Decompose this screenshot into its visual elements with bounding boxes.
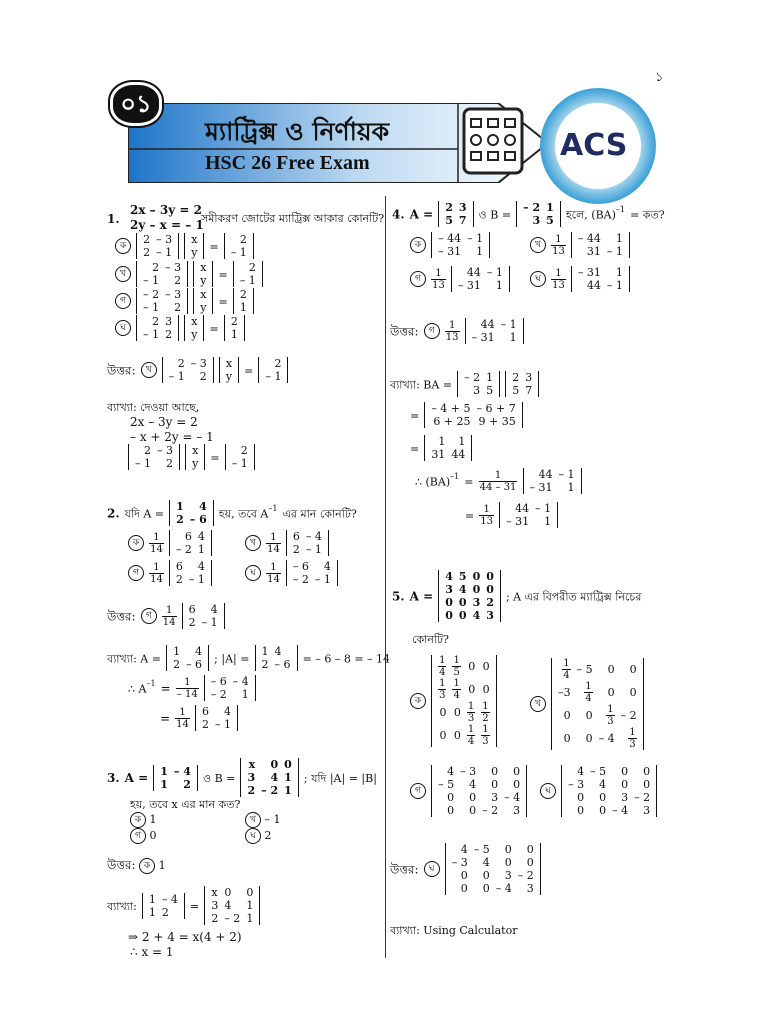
chapter-badge: ০১	[110, 82, 162, 126]
q5-option-d-label: ঘ	[540, 783, 556, 799]
q4-answer-option: গ	[424, 323, 440, 339]
q2-answer-option: গ	[141, 608, 157, 624]
q4-expl-ba: ব্যাখ্যা: BA = – 2 1 3 5 2 3 5 7	[390, 371, 539, 397]
q2-inverse-step: ∴ $A^{-1}$ = $\frac{1}{- 14}$ – 6 – 4 – 2 1	[128, 675, 256, 701]
column-divider	[385, 196, 386, 958]
q3-expl-label: ব্যাখ্যা:	[107, 900, 137, 913]
q1-answer-option: খ	[141, 362, 157, 378]
q5-text-c: কোনটি?	[412, 633, 449, 646]
q3-option-b[interactable]	[245, 812, 281, 828]
exam-subtitle: HSC 26 Free Exam	[205, 152, 370, 174]
q2-number: 2.	[107, 506, 120, 521]
q5-answer: উত্তর: ঘ 4 – 5 0 0 – 3 4 0 0 0 0 3 – 2 0 0 – 4 3	[390, 843, 541, 895]
q3-step1: ⇒ 2 + 4 = x(4 + 2)	[128, 930, 242, 944]
q5-option-a-label: ক	[410, 693, 426, 709]
q3-text-d: হয়, তবে x এর মান কত?	[130, 798, 241, 811]
q2-answer-label: উত্তর:	[107, 609, 136, 624]
q2-inverse-result: = $\frac{1}{14}$ 6 4 2 – 1	[160, 705, 238, 731]
q1-text: সমীকরণ জোটের ম্যাট্রিক্স আকার কোনটি?	[201, 212, 385, 225]
q2-question: 2. যদি A = 1 4 2 – 6 হয়, তবে $A^{-1}$ এর মান কোনটি?	[107, 500, 357, 526]
q4-expl-result: = 1 1 31 44	[410, 435, 472, 461]
acs-logo: ACS	[560, 128, 628, 163]
q1-option-c[interactable]: গ – 2 – 3 – 1 2 x y = 2 1	[115, 288, 254, 314]
q5-option-c-label: গ	[410, 783, 426, 799]
q3-option-d-label: ঘ	[245, 828, 261, 844]
q4-answer-label: উত্তর:	[390, 324, 419, 339]
q5-explanation: ব্যাখ্যা: Using Calculator	[390, 924, 518, 937]
q4-text-d: = কত?	[630, 208, 665, 222]
q1-answer-label: উত্তর:	[107, 363, 136, 378]
q2-answer: উত্তর: গ $\frac{1}{14}$ 6 4 2 – 1	[107, 603, 225, 629]
q4-text-a: A =	[409, 207, 434, 222]
q4-number: 4.	[392, 207, 405, 222]
q3-option-c-label: গ	[130, 828, 146, 844]
q1-option-d-label: ঘ	[115, 320, 131, 336]
q1-eq2: 2y – x = – 1	[130, 218, 204, 232]
q3-option-c[interactable]	[130, 828, 157, 844]
q3-option-d-value: 2	[264, 829, 272, 842]
q1-eq1: 2x – 3y = 2	[130, 203, 202, 217]
q5-option-b-label: খ	[530, 696, 546, 712]
q2-inv-sup: –1	[146, 679, 156, 689]
q5-option-c[interactable]: গ 4 – 3 0 0 – 5 4 0 0 0 0 3 – 4 0 0 – 2 3	[410, 765, 527, 817]
q4-expl-inverse: ∴ (BA)$^{-1}$ = $\frac{1}{44 - 31}$ 44 – 1 – 31 1	[415, 468, 582, 494]
q5-text-a: A =	[409, 589, 434, 604]
q2-text-b: হয়, তবে A	[218, 507, 269, 521]
q2-option-a[interactable]: ক $\frac{1}{14}$ 6 4 – 2 1	[128, 530, 212, 556]
q3-answer-label: উত্তর:	[107, 858, 136, 872]
q4-expl-label: ব্যাখ্যা: BA =	[390, 378, 453, 392]
q2-det-text: ; |A| =	[214, 652, 250, 666]
q4-inv-sup: –1	[450, 472, 460, 482]
q3-number: 3.	[107, 771, 120, 785]
q1-expl-line2: – x + 2y = – 1	[130, 430, 214, 444]
q5-answer-option: ঘ	[424, 861, 440, 877]
q4-den-text: 44 – 31	[479, 481, 517, 493]
q4-option-b-label: খ	[530, 237, 546, 253]
q4-sup: –1	[615, 205, 625, 215]
q3-step2: ∴ x = 1	[130, 945, 174, 959]
q3-text-b: ও B =	[203, 772, 236, 785]
q4-option-c-label: গ	[410, 271, 426, 287]
q3-explanation: ব্যাখ্যা: 1 – 4 1 2 = x 0 0 3 4 1 2 – 2 1	[107, 886, 260, 925]
q3-option-b-label: খ	[245, 812, 261, 828]
page-number: ১	[655, 70, 664, 85]
q4-text-b: ও B =	[478, 208, 512, 222]
q3-question: 3. A = 1 – 4 1 2 ও B = x 0 0 3 4 1 2 – 2 1 ; যদি |A| = |B|	[107, 758, 377, 797]
q4-question: 4. A = 2 3 5 7 ও B = – 2 1 3 5 হলে, (BA)$^{-1}$ = কত?	[392, 201, 665, 227]
q3-answer-option: ক	[139, 858, 155, 874]
q3-option-a[interactable]	[130, 812, 157, 828]
q2-inv-eq: =	[160, 681, 171, 696]
q4-option-d[interactable]: ঘ $\frac{1}{13}$ – 31 1 44 – 1	[530, 266, 630, 292]
grid-icon	[462, 107, 524, 175]
q5-question: 5. A = 4 5 0 0 3 4 0 0 0 0 3 2 0 0 4 3 ; A এর বিপরীত ম্যাট্রিক্স নিচের	[392, 570, 642, 622]
q1-option-a-label: ক	[115, 238, 131, 254]
q3-answer	[107, 857, 166, 877]
q4-option-c[interactable]: গ $\frac{1}{13}$ 44 – 1 – 31 1	[410, 266, 510, 292]
q2-det-result: = – 6 – 8 = – 14	[302, 652, 391, 666]
q2-sup: –1	[268, 504, 278, 514]
q5-text-b: ; A এর বিপরীত ম্যাট্রিক্স নিচের	[505, 590, 642, 604]
q4-expl-final: = $\frac{1}{13}$ 44 – 1 – 31 1	[465, 502, 558, 528]
q2-inv-label: ∴ A	[128, 682, 147, 696]
q5-number: 5.	[392, 589, 405, 604]
q2-text-c: এর মান কোনটি?	[282, 507, 357, 521]
q2-option-c[interactable]: গ $\frac{1}{14}$ 6 4 2 – 1	[128, 560, 212, 586]
q2-option-b-label: খ	[245, 535, 261, 551]
q1-explanation-label: ব্যাখ্যা: দেওয়া আছে,	[107, 401, 200, 414]
q2-text-a: যদি A =	[124, 507, 165, 521]
q3-option-d[interactable]	[245, 828, 272, 844]
q4-inv-label: ∴ (BA)	[415, 475, 451, 489]
q4-option-d-label: ঘ	[530, 271, 546, 287]
q3-text-c: ; যদি |A| = |B|	[303, 772, 377, 785]
q2-option-c-label: গ	[128, 565, 144, 581]
q2-explanation: ব্যাখ্যা: A = 1 4 2 – 6 ; |A| = 1 4 2 – 6 = – 6 – 8 = – 14	[107, 645, 391, 671]
q3-text-a: A =	[124, 771, 149, 785]
q2-expl-label: ব্যাখ্যা: A =	[107, 652, 161, 666]
q1-option-c-label: গ	[115, 293, 131, 309]
q1-answer: উত্তর: খ 2 – 3 – 1 2 x y = 2 – 1	[107, 357, 288, 383]
q5-option-b[interactable]: খ $\frac{1}{4}$ – 5 0 0 –3 $\frac{1}{4}$ 0 0 0 0 $\frac{1}{3}$ – 2 0 0 – 4 $\frac{1}{3}$	[530, 658, 644, 750]
q4-text-c: হলে, (BA)	[565, 208, 616, 222]
q2-option-d[interactable]: ঘ $\frac{1}{14}$ – 6 4 – 2 – 1	[245, 560, 338, 586]
q1-option-a[interactable]: ক 2 – 3 2 – 1 x y = 2 – 1	[115, 233, 254, 259]
q5-answer-label: উত্তর:	[390, 862, 419, 877]
q3-option-a-label: ক	[130, 812, 146, 828]
q2-result-eq: =	[160, 711, 171, 726]
q4-option-a[interactable]: ক – 44 – 1 – 31 1	[410, 232, 490, 258]
q4-expl-product: = – 4 + 5 – 6 + 7 6 + 25 9 + 35	[410, 402, 523, 428]
q3-option-b-value: – 1	[264, 813, 281, 826]
q1-option-b[interactable]: খ 2 – 3 – 1 2 x y = 2 – 1	[115, 261, 263, 287]
q2-option-b[interactable]: খ $\frac{1}{14}$ 6 – 4 2 – 1	[245, 530, 329, 556]
q5-option-a[interactable]: ক $\frac{1}{4}$ $\frac{1}{5}$ 0 0 $\frac{1}{3}$ $\frac{1}{4}$ 0 0 0 0 $\frac{1}{3}$ $\frac{1}{2}$ 0 0 $\frac{1}{4}$ $\frac{1}{3}$	[410, 655, 497, 747]
q3-answer-value: 1	[158, 859, 166, 872]
chapter-title: ম্যাট্রিক্স ও নির্ণায়ক	[205, 117, 390, 146]
q1-expl-matrix: 2 – 3 – 1 2 x y = 2 – 1	[128, 444, 255, 470]
q1-number: 1.	[107, 212, 120, 226]
q4-answer: উত্তর: গ $\frac{1}{13}$ 44 – 1 – 31 1	[390, 318, 524, 344]
q1-expl-line1: 2x – 3y = 2	[130, 415, 198, 429]
q2-option-d-label: ঘ	[245, 565, 261, 581]
q2-option-a-label: ক	[128, 535, 144, 551]
q4-option-b[interactable]: খ $\frac{1}{13}$ – 44 1 31 – 1	[530, 232, 630, 258]
q3-option-c-value: 0	[149, 829, 157, 842]
q1-option-b-label: খ	[115, 266, 131, 282]
q5-option-d[interactable]: ঘ 4 – 5 0 0 – 3 4 0 0 0 0 3 – 2 0 0 – 4 3	[540, 765, 657, 817]
q4-option-a-label: ক	[410, 237, 426, 253]
q3-option-a-value: 1	[149, 813, 157, 826]
q1-option-d[interactable]: ঘ 2 3 – 1 2 x y = 2 1	[115, 315, 245, 341]
